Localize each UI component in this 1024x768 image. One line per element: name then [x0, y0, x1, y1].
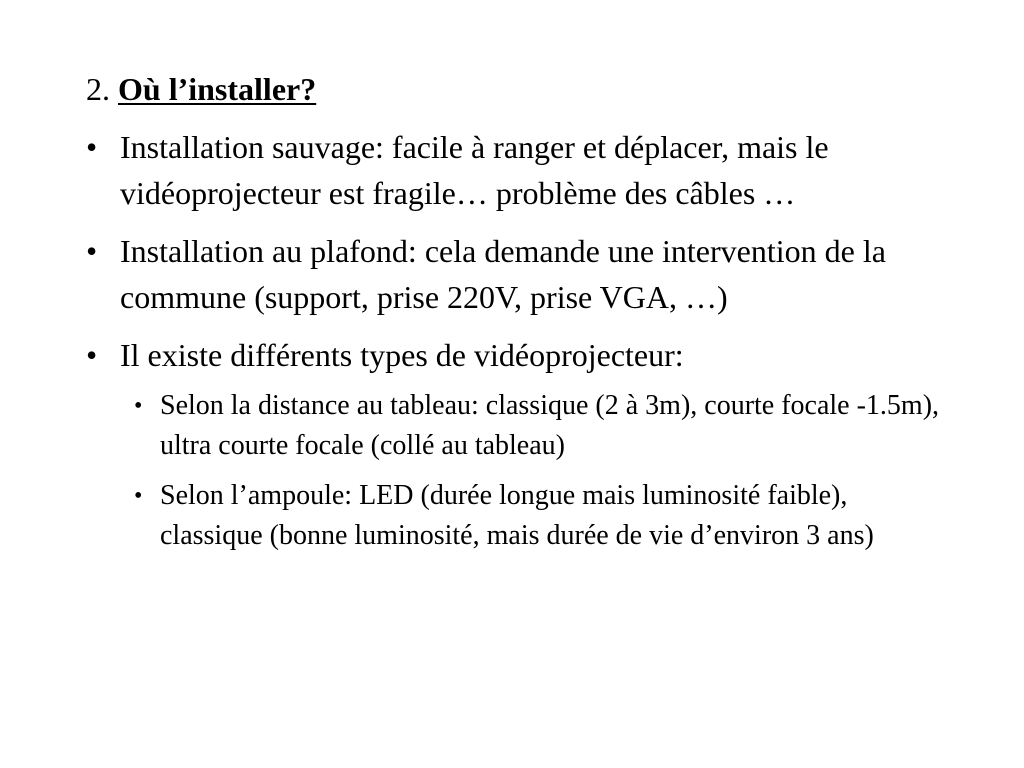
list-item-text: Installation sauvage: facile à ranger et déplacer, mais le vidéoprojecteur est fragile… problème des câbles …	[120, 129, 829, 211]
list-item	[86, 228, 980, 320]
slide-heading	[86, 70, 954, 108]
bullet-icon: •	[86, 337, 98, 373]
sub-bullet-list	[120, 386, 980, 556]
bullet-icon: •	[134, 393, 143, 419]
sub-list-item	[120, 476, 950, 556]
sub-list-item-text: Selon la distance au tableau: classique (2 à 3m), courte focale -1.5m), ultra courte focale (collé au tableau)	[160, 390, 940, 461]
list-item-text: Installation au plafond: cela demande une intervention de la commune (support, prise 220V, prise VGA, …)	[120, 233, 886, 315]
list-item	[86, 332, 980, 556]
bullet-icon: •	[86, 233, 98, 269]
sub-list-item	[120, 386, 950, 466]
list-item-text: Il existe différents types de vidéoprojecteur:	[120, 337, 684, 373]
bullet-list	[86, 124, 954, 556]
heading-title: Où l’installer?	[118, 71, 317, 107]
sub-list-item-text: Selon l’ampoule: LED (durée longue mais luminosité faible), classique (bonne luminosité, mais durée de vie d’environ 3 ans)	[160, 480, 874, 551]
list-item	[86, 124, 980, 216]
heading-number: 2.	[86, 71, 110, 107]
bullet-icon: •	[134, 483, 143, 509]
bullet-icon: •	[86, 129, 98, 165]
